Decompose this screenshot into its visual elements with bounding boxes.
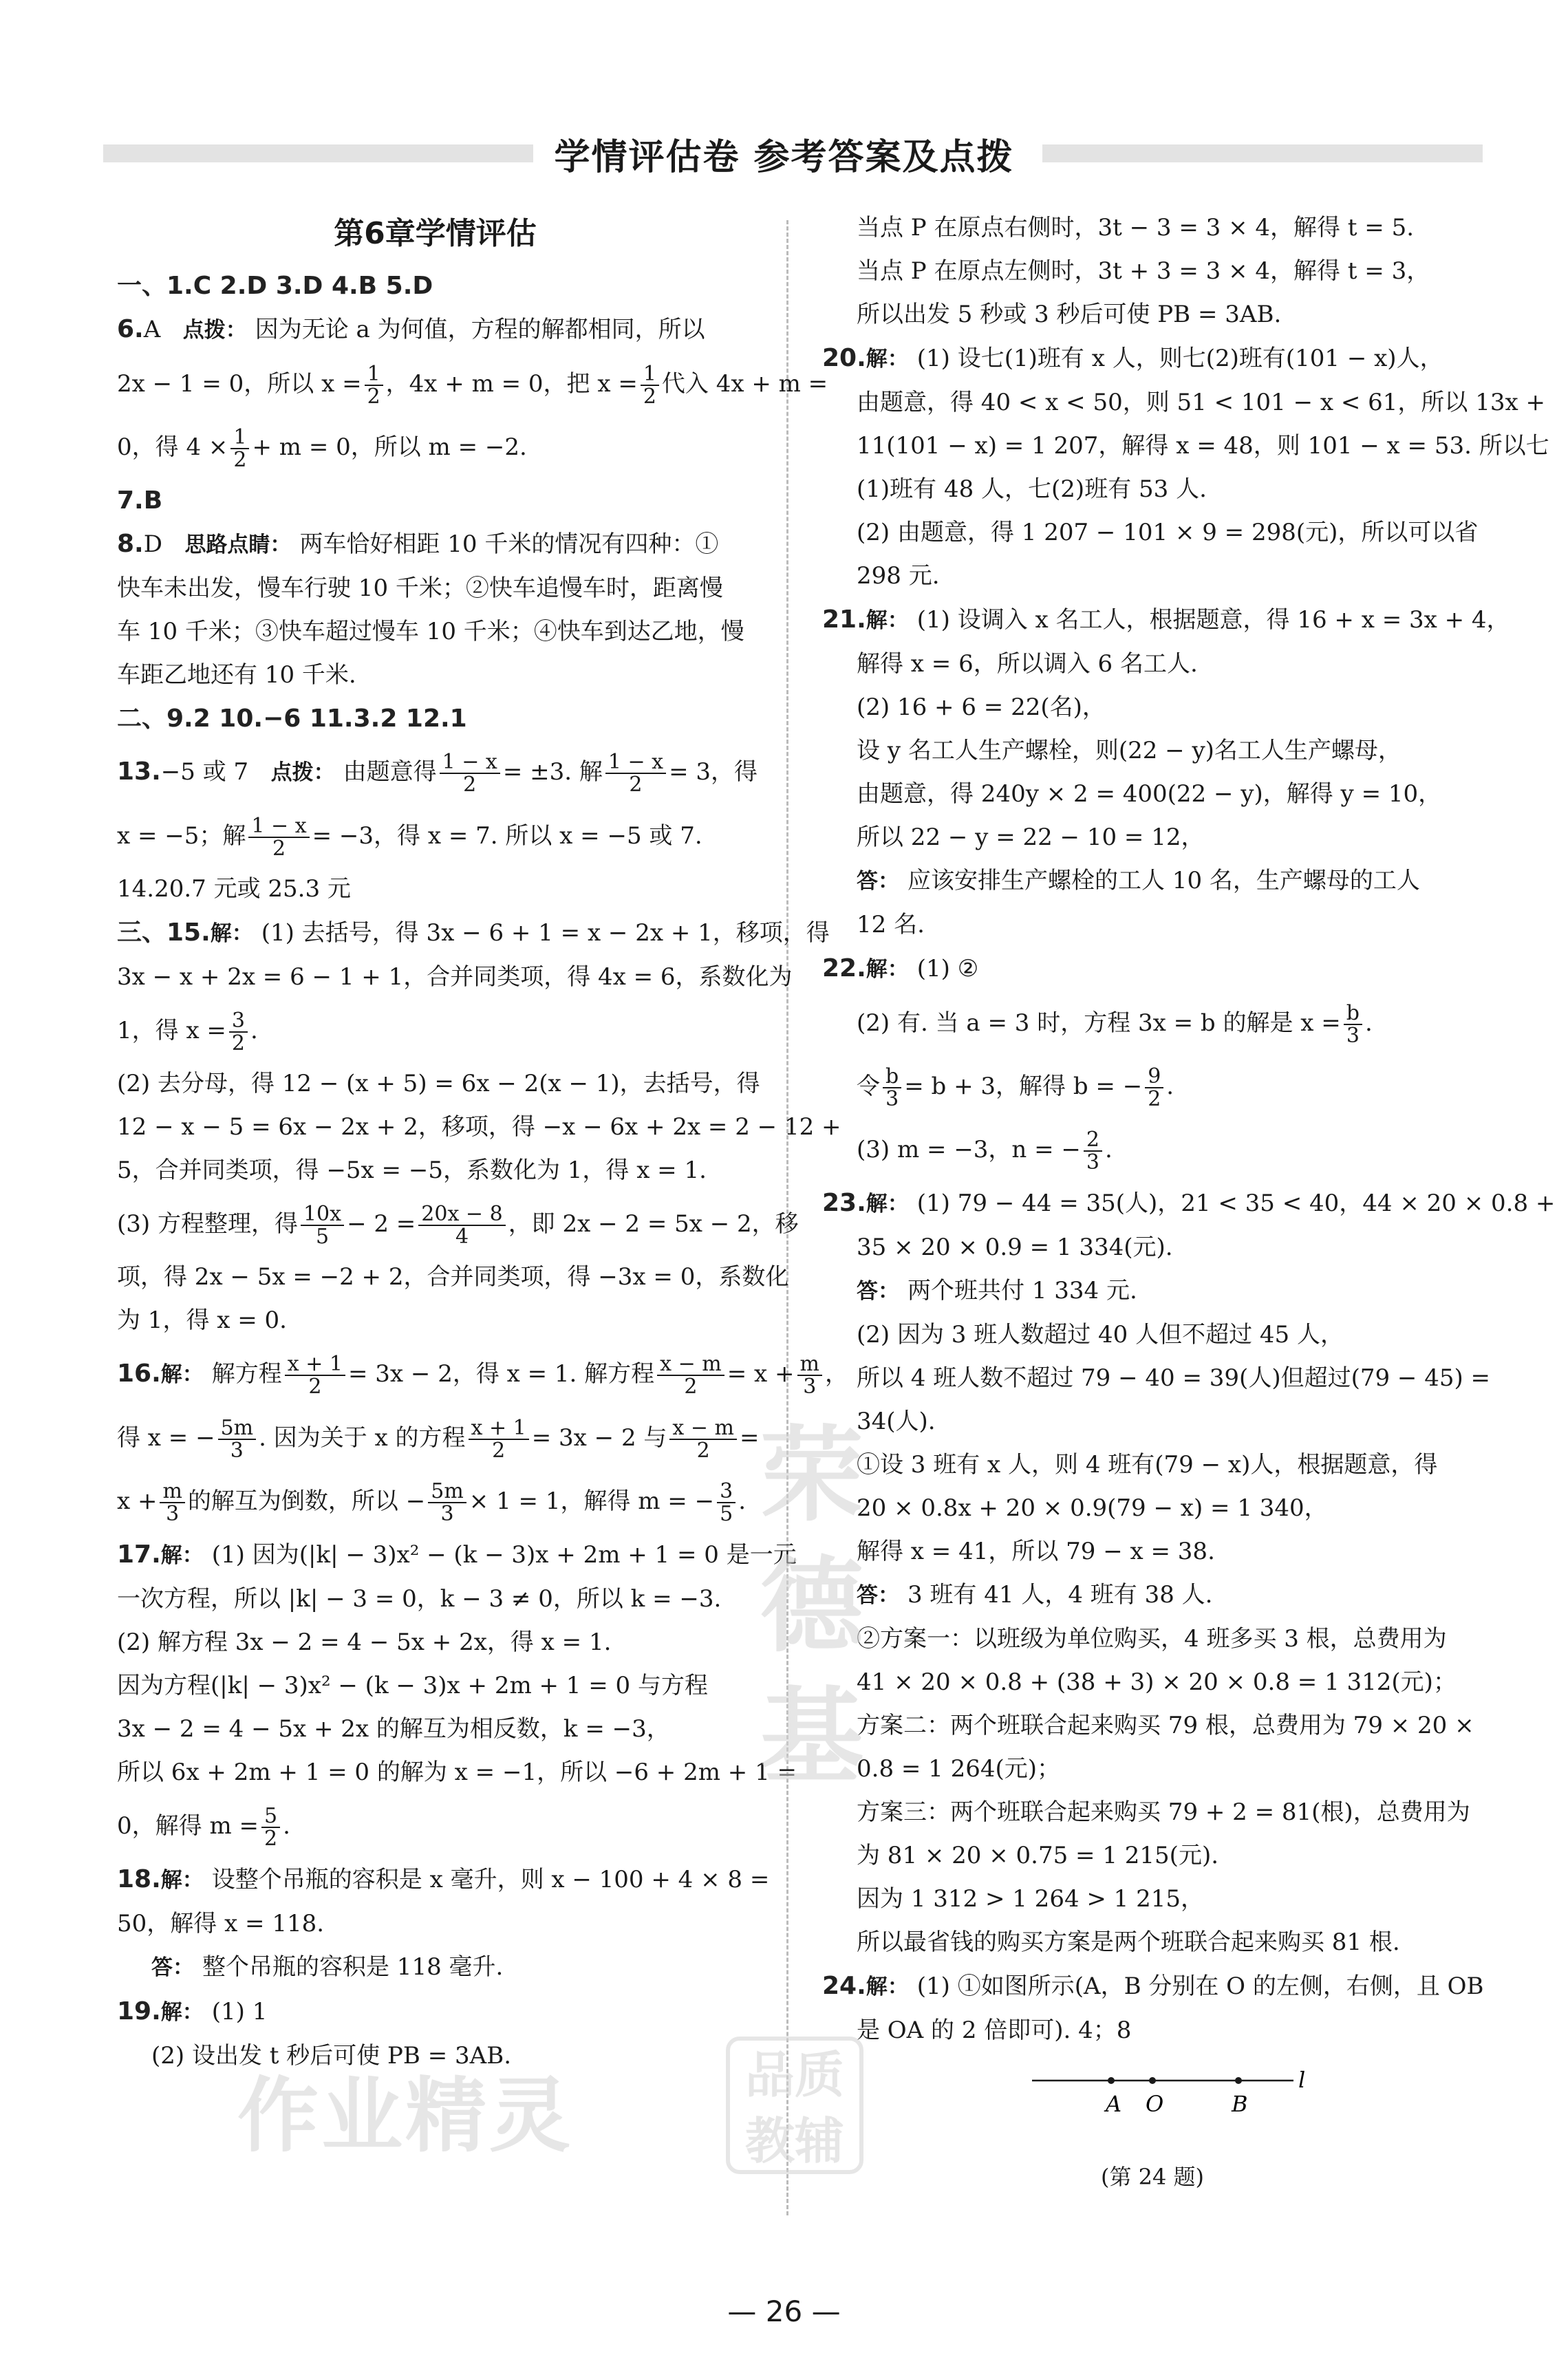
fraction xyxy=(641,363,659,408)
answer-line: 35 × 20 × 0.9 = 1 334(元). xyxy=(857,1234,1173,1261)
watermark-stamp: 作业精灵 xyxy=(237,2068,574,2163)
answer-line: 0.8 = 1 264(元)； xyxy=(857,1755,1061,1783)
answer-line xyxy=(117,1406,760,1470)
numerator: 1 xyxy=(641,363,659,387)
question-number: 16. xyxy=(117,1360,161,1388)
page-header-title: 学情评估卷 参考答案及点拨 xyxy=(554,137,1014,178)
question-number: 24. xyxy=(822,1972,866,2000)
answer-text: . 因为关于 x 的方程 xyxy=(259,1424,466,1452)
fraction xyxy=(605,751,666,796)
answer-text: (1) 设七(1)班有 x 人，则七(2)班有(101 − x)人， xyxy=(916,345,1443,372)
answer-line: 车 10 千米；③快车超过慢车 10 千米；④快车到达乙地，慢 xyxy=(117,618,744,645)
answer-line: 5，合并同类项，得 −5x = −5，系数化为 1，得 x = 1. xyxy=(117,1157,707,1184)
fraction xyxy=(285,1353,345,1398)
denominator: 2 xyxy=(264,1827,278,1851)
answer-line xyxy=(822,1573,1483,1618)
fraction xyxy=(229,1010,248,1055)
answer-line: ②方案一：以班级为单位购买，4 班多买 3 根，总费用为 xyxy=(857,1625,1447,1653)
answer-text: (1) 去括号，得 3x − 6 + 1 = x − 2x + 1，移项，得 xyxy=(261,919,830,947)
answer-line: (2) 因为 3 班人数超过 40 人但不超过 45 人， xyxy=(857,1321,1344,1348)
answer-line: (2) 16 + 6 = 22(名)， xyxy=(857,694,1106,721)
answer-line: 14.20.7 元或 25.3 元 xyxy=(117,875,351,903)
answer-text: . xyxy=(1105,1136,1113,1163)
answer-text: = 3x − 2 与 xyxy=(531,1424,667,1452)
solution-keyword: 解： xyxy=(160,1868,204,1893)
answer-text: 设整个吊瓶的容积是 x 毫升，则 x − 100 + 4 × 8 = xyxy=(211,1866,770,1893)
numerator: 1 − x xyxy=(248,815,309,839)
answer-line xyxy=(117,1342,848,1406)
question-number: 19. xyxy=(117,1997,161,2025)
numerator: x + 1 xyxy=(469,1417,529,1441)
numerator: 9 xyxy=(1145,1066,1163,1089)
denominator: 2 xyxy=(492,1439,506,1463)
answer-text: = 3，得 xyxy=(669,758,758,786)
fraction xyxy=(797,1353,822,1398)
answer-line: 二、9.2 10.−6 11.3.2 12.1 xyxy=(117,705,467,733)
watermark-seal: 品质教辅 xyxy=(726,2037,863,2174)
answer-line: (2) 解方程 3x − 2 = 4 − 5x + 2x，得 x = 1. xyxy=(117,1629,612,1656)
answer-text: − 2 = xyxy=(347,1210,416,1238)
answer-line xyxy=(117,522,753,567)
fraction xyxy=(428,1481,466,1525)
denominator: 2 xyxy=(233,448,247,472)
solution-keyword: 解： xyxy=(866,1975,909,1999)
answer-line: 方案三：两个班联合起来购买 79 + 2 = 81(根)，总费用为 xyxy=(857,1798,1470,1826)
answer-text: 0，得 4 × xyxy=(117,433,228,461)
solution-keyword: 解： xyxy=(866,347,909,372)
answer-text: (1) ①如图所示(A，B 分别在 O 的左侧，右侧，且 OB xyxy=(916,1973,1484,2000)
answer-text: 解方程 xyxy=(211,1360,282,1388)
answer-text: 的解互为倒数，所以 − xyxy=(187,1487,426,1515)
hint-keyword: 点拨： xyxy=(182,318,247,343)
fraction xyxy=(160,1481,184,1525)
numerator: 5m xyxy=(428,1481,466,1504)
answer-text: ，4x + m = 0，把 x = xyxy=(385,370,638,398)
numerator: 1 xyxy=(230,427,249,450)
numerator: 3 xyxy=(717,1481,735,1504)
solution-keyword: 解： xyxy=(866,608,909,633)
fraction xyxy=(418,1203,505,1248)
answer-line xyxy=(117,1794,753,1858)
answer-line xyxy=(117,911,830,956)
answer-line: 所以 6x + 2m + 1 = 0 的解为 x = −1，所以 −6 + 2m + 1 = xyxy=(117,1759,797,1786)
answer-line: 20 × 0.8x + 20 × 0.9(79 − x) = 1 340， xyxy=(857,1494,1328,1522)
denominator: 3 xyxy=(230,1439,244,1463)
answer-text: = b + 3，解得 b = − xyxy=(904,1073,1143,1100)
solution-keyword: 解： xyxy=(866,957,909,982)
answer-keyword: 答： xyxy=(857,1279,899,1304)
numerator: 10x xyxy=(301,1203,344,1227)
answer-line: 因为方程(|k| − 3)x² − (k − 3)x + 2m + 1 = 0 与方程 xyxy=(117,1672,708,1699)
answer-line: (2) 由题意，得 1 207 − 101 × 9 = 298(元)，所以可以省 xyxy=(857,519,1479,546)
answer-line xyxy=(117,1470,753,1533)
answer-line: 12 名. xyxy=(857,911,925,938)
question-number: 8. xyxy=(117,530,144,558)
fraction xyxy=(657,1353,724,1398)
answer-choice: A xyxy=(143,316,161,343)
answer-line xyxy=(822,1964,1483,2009)
denominator: 5 xyxy=(720,1502,733,1526)
answer-text: 应该安排生产螺栓的工人 10 名，生产螺母的工人 xyxy=(907,867,1420,894)
answer-line: 项，得 2x − 5x = −2 + 2，合并同类项，得 −3x = 0，系数化 xyxy=(117,1263,789,1291)
answer-line: 所以出发 5 秒或 3 秒后可使 PB = 3AB. xyxy=(857,301,1282,328)
denominator: 3 xyxy=(166,1502,180,1526)
hint-keyword: 思路点睛： xyxy=(184,533,292,557)
denominator: 3 xyxy=(1086,1150,1100,1174)
answer-line: 因为 1 312 > 1 264 > 1 215， xyxy=(857,1885,1205,1913)
answer-line: 快车未出发，慢车行驶 10 千米；②快车追慢车时，距离慢 xyxy=(117,574,723,602)
answer-line xyxy=(822,859,1483,903)
numerator: 20x − 8 xyxy=(418,1203,505,1227)
denominator: 3 xyxy=(440,1502,454,1526)
answer-line: 设 y 名工人生产螺栓，则(22 − y)名工人生产螺母， xyxy=(857,737,1401,764)
fraction xyxy=(440,751,500,796)
denominator: 3 xyxy=(803,1375,817,1399)
answer-line: 12 − x − 5 = 6x − 2x + 2，移项，得 −x − 6x + 2x = 2 − 12 + xyxy=(117,1113,841,1141)
answer-line xyxy=(822,1269,1483,1313)
answer-text: 代入 4x + m = xyxy=(661,370,828,398)
answer-line: (1)班有 48 人，七(2)班有 53 人. xyxy=(857,475,1207,503)
denominator: 2 xyxy=(629,773,643,797)
answer-line xyxy=(822,1055,1483,1118)
answer-line: 34(人). xyxy=(857,1408,936,1435)
answer-line xyxy=(117,416,753,479)
numerator: x − m xyxy=(657,1353,724,1377)
answer-line xyxy=(822,336,1483,381)
numerator: 1 xyxy=(365,363,383,387)
answer-text: . xyxy=(738,1487,746,1515)
numerator: x − m xyxy=(669,1417,737,1441)
answer-line xyxy=(117,804,753,868)
denominator: 2 xyxy=(463,773,477,797)
answer-line xyxy=(117,740,758,804)
numerator: 1 − x xyxy=(440,751,500,775)
answer-line xyxy=(117,999,753,1062)
answer-text: (1) 1 xyxy=(211,1998,268,2025)
page-number: — 26 — xyxy=(727,2295,841,2328)
denominator: 2 xyxy=(231,1031,246,1055)
denominator: 3 xyxy=(885,1087,899,1111)
question-number: 21. xyxy=(822,605,866,634)
answer-text: 由题意得 xyxy=(343,758,437,786)
answer-line: 3x − x + 2x = 6 − 1 + 1，合并同类项，得 4x = 6，系数化为 xyxy=(117,963,793,991)
answer-text: 整个吊瓶的容积是 118 毫升. xyxy=(202,1953,504,1981)
answer-line: 所以 22 − y = 22 − 10 = 12， xyxy=(857,824,1205,851)
answer-text: (3) 方程整理，得 xyxy=(117,1210,298,1238)
answer-text: × 1 = 1，解得 m = − xyxy=(469,1487,715,1515)
answer-line: ①设 3 班有 x 人，则 4 班有(79 − x)人，根据题意，得 xyxy=(857,1451,1438,1479)
fraction xyxy=(883,1066,901,1110)
number-line xyxy=(1029,2056,1318,2132)
answer-line: 当点 P 在原点右侧时，3t − 3 = 3 × 4，解得 t = 5. xyxy=(857,214,1415,241)
numerator: b xyxy=(1344,1002,1362,1026)
answer-line xyxy=(822,598,1510,643)
numerator: m xyxy=(797,1353,822,1377)
question-number: 17. xyxy=(117,1540,161,1569)
numerator: 5m xyxy=(218,1417,257,1441)
question-number: 13. xyxy=(117,757,161,786)
answer-text: 0，解得 m = xyxy=(117,1812,259,1840)
hint-keyword: 点拨： xyxy=(270,760,335,785)
answer-line xyxy=(822,991,1483,1055)
answer-text: ， xyxy=(824,1360,848,1388)
answer-text: 两个班共付 1 334 元. xyxy=(907,1277,1137,1304)
question-number: 23. xyxy=(822,1189,866,1217)
answer-line xyxy=(117,1990,753,2034)
label-o: O xyxy=(1146,2091,1164,2117)
answer-text: x + xyxy=(117,1487,158,1515)
denominator: 2 xyxy=(643,385,656,409)
numerator: 1 − x xyxy=(605,751,666,775)
label-l: l xyxy=(1298,2067,1306,2093)
answer-line: 解得 x = 6，所以调入 6 名工人. xyxy=(857,650,1198,678)
solution-keyword: 解： xyxy=(160,1543,204,1568)
watermark-brand: 荣德基 xyxy=(760,1416,863,1797)
denominator: 2 xyxy=(684,1375,698,1399)
answer-line: 所以最省钱的购买方案是两个班联合起来购买 81 根. xyxy=(857,1928,1400,1956)
answer-line: 为 81 × 20 × 0.75 = 1 215(元). xyxy=(857,1842,1219,1869)
numerator: 2 xyxy=(1084,1129,1102,1152)
answer-text: 令 xyxy=(857,1073,880,1100)
answer-line: 41 × 20 × 0.8 + (38 + 3) × 20 × 0.8 = 1 312(元)； xyxy=(857,1668,1457,1696)
solution-keyword: 解： xyxy=(160,2000,204,2025)
answer-line: 车距乙地还有 10 千米. xyxy=(117,661,356,689)
numerator: b xyxy=(883,1066,901,1089)
solution-keyword: 解： xyxy=(866,1192,909,1216)
fraction xyxy=(469,1417,529,1462)
point-o xyxy=(1149,2077,1156,2084)
answer-line: 当点 P 在原点左侧时，3t + 3 = 3 × 4，解得 t = 3， xyxy=(857,257,1430,285)
answer-choice: −5 或 7 xyxy=(160,758,249,786)
answer-line xyxy=(822,1118,1483,1181)
question-number: 18. xyxy=(117,1865,161,1893)
fraction xyxy=(1145,1066,1163,1110)
answer-line xyxy=(117,352,828,416)
answer-line: (2) 设出发 t 秒后可使 PB = 3AB. xyxy=(151,2042,511,2070)
answer-text: (3) m = −3，n = − xyxy=(857,1136,1081,1163)
answer-keyword: 答： xyxy=(151,1955,194,1980)
answer-text: ，即 2x − 2 = 5x − 2，移 xyxy=(508,1210,799,1238)
answer-line: 298 元. xyxy=(857,562,940,590)
answer-text: = ±3. 解 xyxy=(502,758,603,786)
point-b xyxy=(1235,2077,1242,2084)
answer-text: (1) 79 − 44 = 35(人)，21 < 35 < 40，44 × 20 × 0.8 + xyxy=(916,1190,1556,1217)
answer-line xyxy=(117,1533,797,1578)
answer-line xyxy=(117,1192,799,1256)
fraction xyxy=(365,363,383,408)
point-a xyxy=(1108,2077,1115,2084)
fraction xyxy=(218,1417,257,1462)
answer-text: + m = 0，所以 m = −2. xyxy=(252,433,527,461)
question-number: 20. xyxy=(822,344,866,372)
answer-text: . xyxy=(283,1812,290,1840)
numerator: 5 xyxy=(261,1805,280,1829)
answer-line xyxy=(117,1858,770,1902)
answer-line: 一次方程，所以 |k| − 3 = 0，k − 3 ≠ 0，所以 k = −3. xyxy=(117,1585,722,1613)
fraction xyxy=(248,815,309,860)
answer-keyword: 答： xyxy=(857,1583,899,1608)
answer-text: = x + xyxy=(727,1360,795,1388)
fraction xyxy=(1344,1002,1362,1047)
answer-line: 所以 4 班人数不超过 79 − 40 = 39(人)但超过(79 − 45) = xyxy=(857,1364,1491,1392)
denominator: 2 xyxy=(367,385,380,409)
answer-line xyxy=(822,947,1483,991)
answer-line: 是 OA 的 2 倍即可). 4；8 xyxy=(857,2017,1132,2044)
denominator: 2 xyxy=(1148,1087,1161,1111)
denominator: 4 xyxy=(455,1225,469,1249)
answer-line: 50，解得 x = 118. xyxy=(117,1910,325,1937)
answer-line: 方案二：两个班联合起来购买 79 根，总费用为 79 × 20 × xyxy=(857,1712,1474,1739)
fraction xyxy=(301,1203,344,1248)
fraction xyxy=(717,1481,735,1525)
answer-text: (1) 因为(|k| − 3)x² − (k − 3)x + 2m + 1 = 0 是一元 xyxy=(211,1541,797,1569)
answer-text: x = −5；解 xyxy=(117,822,246,850)
numerator: x + 1 xyxy=(285,1353,345,1377)
answer-line: 3x − 2 = 4 − 5x + 2x 的解互为相反数，k = −3， xyxy=(117,1715,670,1743)
fraction xyxy=(230,427,249,471)
answer-line: (2) 去分母，得 12 − (x + 5) = 6x − 2(x − 1)，去括号，得 xyxy=(117,1070,760,1097)
solution-keyword: 解： xyxy=(160,1362,204,1387)
numerator: 3 xyxy=(229,1010,248,1033)
answer-line: 7.B xyxy=(117,486,163,515)
label-a: A xyxy=(1106,2091,1122,2117)
chapter-title: 第6章学情评估 xyxy=(334,216,537,251)
denominator: 2 xyxy=(696,1439,710,1463)
answer-text: . xyxy=(250,1017,258,1044)
question-number: 22. xyxy=(822,954,866,982)
numerator: m xyxy=(160,1481,184,1504)
answer-line xyxy=(117,308,753,352)
answer-text: = 3x − 2，得 x = 1. 解方程 xyxy=(348,1360,655,1388)
answer-line: 为 1，得 x = 0. xyxy=(117,1307,287,1334)
answer-text: (2) 有. 当 a = 3 时，方程 3x = b 的解是 x = xyxy=(857,1009,1341,1037)
answer-line: 解得 x = 41，所以 79 − x = 38. xyxy=(857,1538,1215,1565)
fraction xyxy=(669,1417,737,1462)
answer-line xyxy=(117,1946,753,1990)
answer-text: 因为无论 a 为何值，方程的解都相同，所以 xyxy=(255,316,705,343)
number-line-figure xyxy=(822,2056,1483,2160)
answer-text: 两车恰好相距 10 千米的情况有四种：① xyxy=(299,530,719,558)
solution-keyword: 解： xyxy=(210,921,253,946)
answer-line: 一、1.C 2.D 3.D 4.B 5.D xyxy=(117,272,433,300)
question-number: 6. xyxy=(117,315,144,343)
answer-text: 2x − 1 = 0，所以 x = xyxy=(117,370,362,398)
question-number: 三、15. xyxy=(117,918,211,947)
answer-text: (1) 设调入 x 名工人，根据题意，得 16 + x = 3x + 4， xyxy=(916,606,1510,634)
answer-text: 3 班有 41 人，4 班有 38 人. xyxy=(907,1581,1213,1609)
fraction xyxy=(261,1805,280,1850)
denominator: 2 xyxy=(272,837,286,861)
answer-text: . xyxy=(1166,1073,1174,1100)
answer-text: 1，得 x = xyxy=(117,1017,226,1044)
answer-line xyxy=(822,1181,1556,1226)
answer-text: = xyxy=(739,1424,760,1452)
answer-line: 由题意，得 40 < x < 50，则 51 < 101 − x < 61，所以 13x + xyxy=(857,389,1545,416)
right-column xyxy=(822,206,1556,2194)
answer-text: (1) ② xyxy=(916,955,979,982)
fraction xyxy=(1084,1129,1102,1174)
answer-text: . xyxy=(1365,1009,1373,1037)
answer-choice: D xyxy=(143,530,162,558)
label-b: B xyxy=(1232,2091,1248,2117)
answer-text: 得 x = − xyxy=(117,1424,215,1452)
answer-line: 11(101 − x) = 1 207，解得 x = 48，则 101 − x = 53. 所以七 xyxy=(857,432,1549,460)
denominator: 5 xyxy=(315,1225,330,1249)
denominator: 2 xyxy=(308,1375,322,1399)
answer-text: = −3，得 x = 7. 所以 x = −5 或 7. xyxy=(312,822,702,850)
figure-caption: (第 24 题) xyxy=(1100,2164,1205,2190)
answer-keyword: 答： xyxy=(857,869,899,894)
answer-line: 由题意，得 240y × 2 = 400(22 − y)，解得 y = 10， xyxy=(857,780,1442,808)
denominator: 3 xyxy=(1346,1024,1360,1048)
